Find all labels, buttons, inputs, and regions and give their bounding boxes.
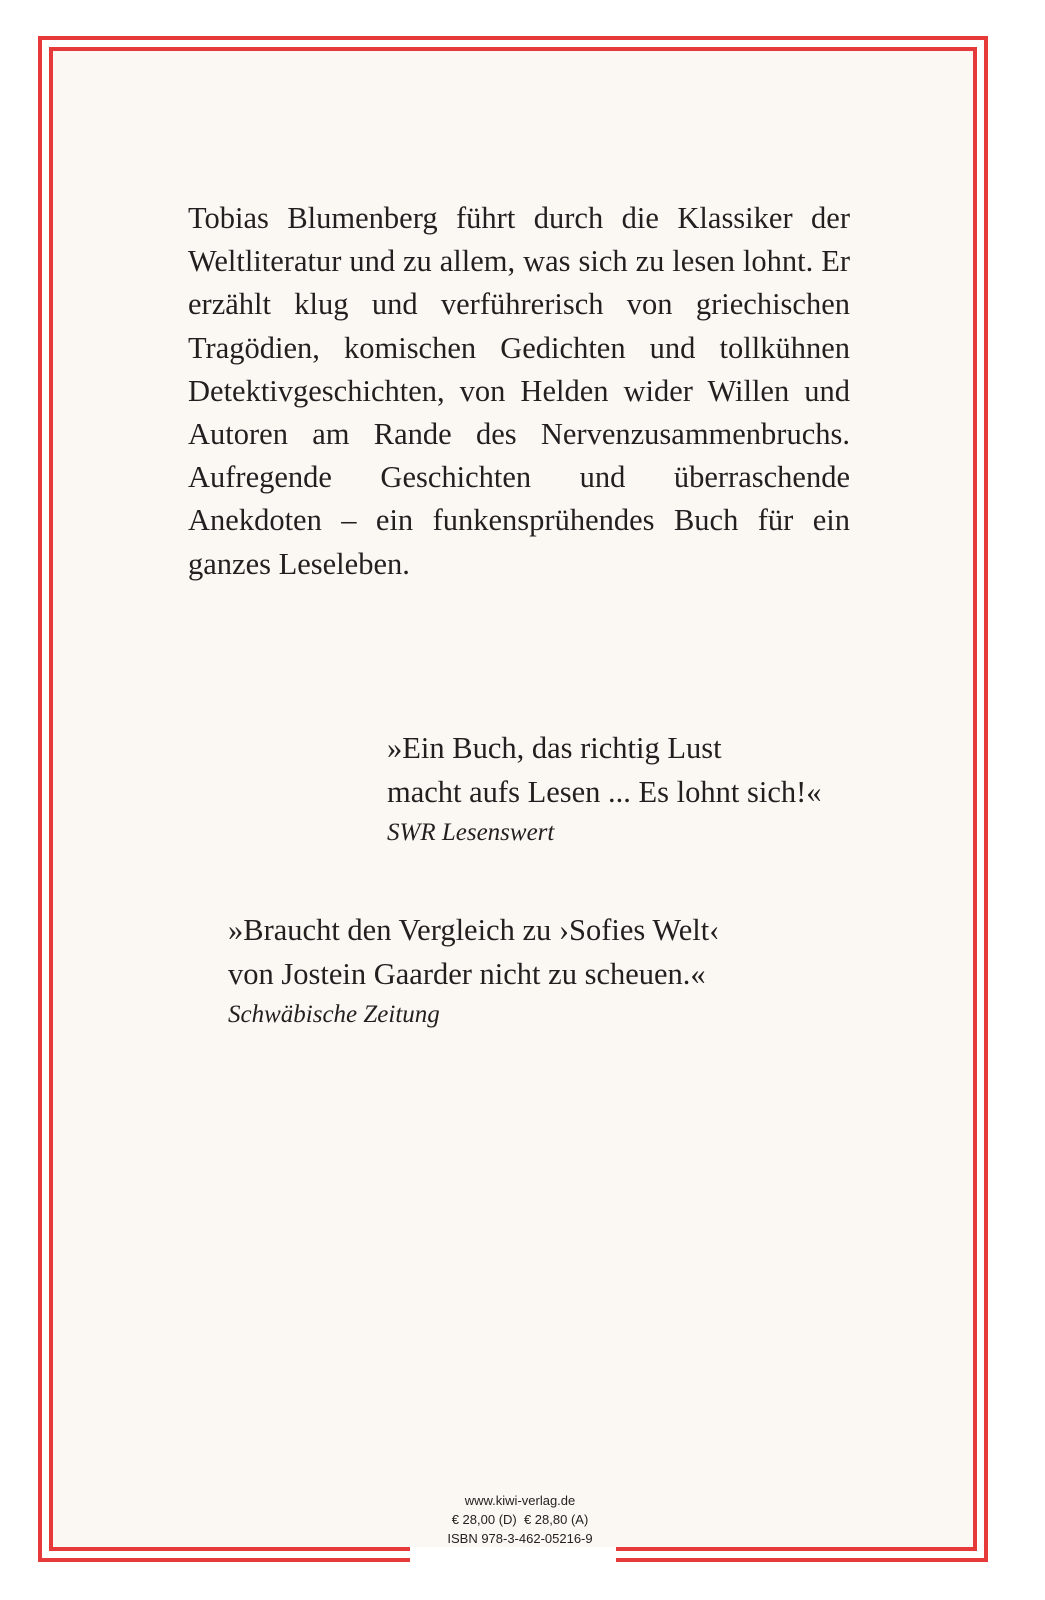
price: € 28,00 (D) € 28,80 (A) (451, 1512, 589, 1527)
quote-line: »Ein Buch, das richtig Lust (387, 731, 722, 765)
isbn: ISBN 978-3-462-05216-9 (447, 1531, 593, 1546)
review-quote-1 (387, 726, 822, 852)
quote-line: »Braucht den Vergleich zu ›Sofies Welt‹ (228, 913, 720, 947)
quote-source: SWR Lesenswert (387, 819, 555, 846)
quote-source: Schwäbische Zeitung (228, 1001, 440, 1028)
quote-line: von Jostein Gaarder nicht zu scheuen.« (228, 957, 706, 991)
blurb-text: Tobias Blumenberg führt durch die Klassiker der Weltliteratur und zu allem, was sich zu lesen lohnt. Er erzählt klug und verführerisch von griechischen Tragödien, komischen Gedichten und tollkühnen Detektivgeschichten, von Helden wider Willen und Autoren am Rande des Nervenzusammenbruchs. Aufregende Geschichten und überraschende Anekdoten – ein funkensprühendes Buch für ein ganzes Leseleben. (188, 201, 850, 581)
quote-line: macht aufs Lesen ... Es lohnt sich!« (387, 775, 822, 809)
review-quote-2 (228, 908, 719, 1034)
imprint (380, 1491, 660, 1548)
publisher-website: www.kiwi-verlag.de (464, 1493, 576, 1508)
